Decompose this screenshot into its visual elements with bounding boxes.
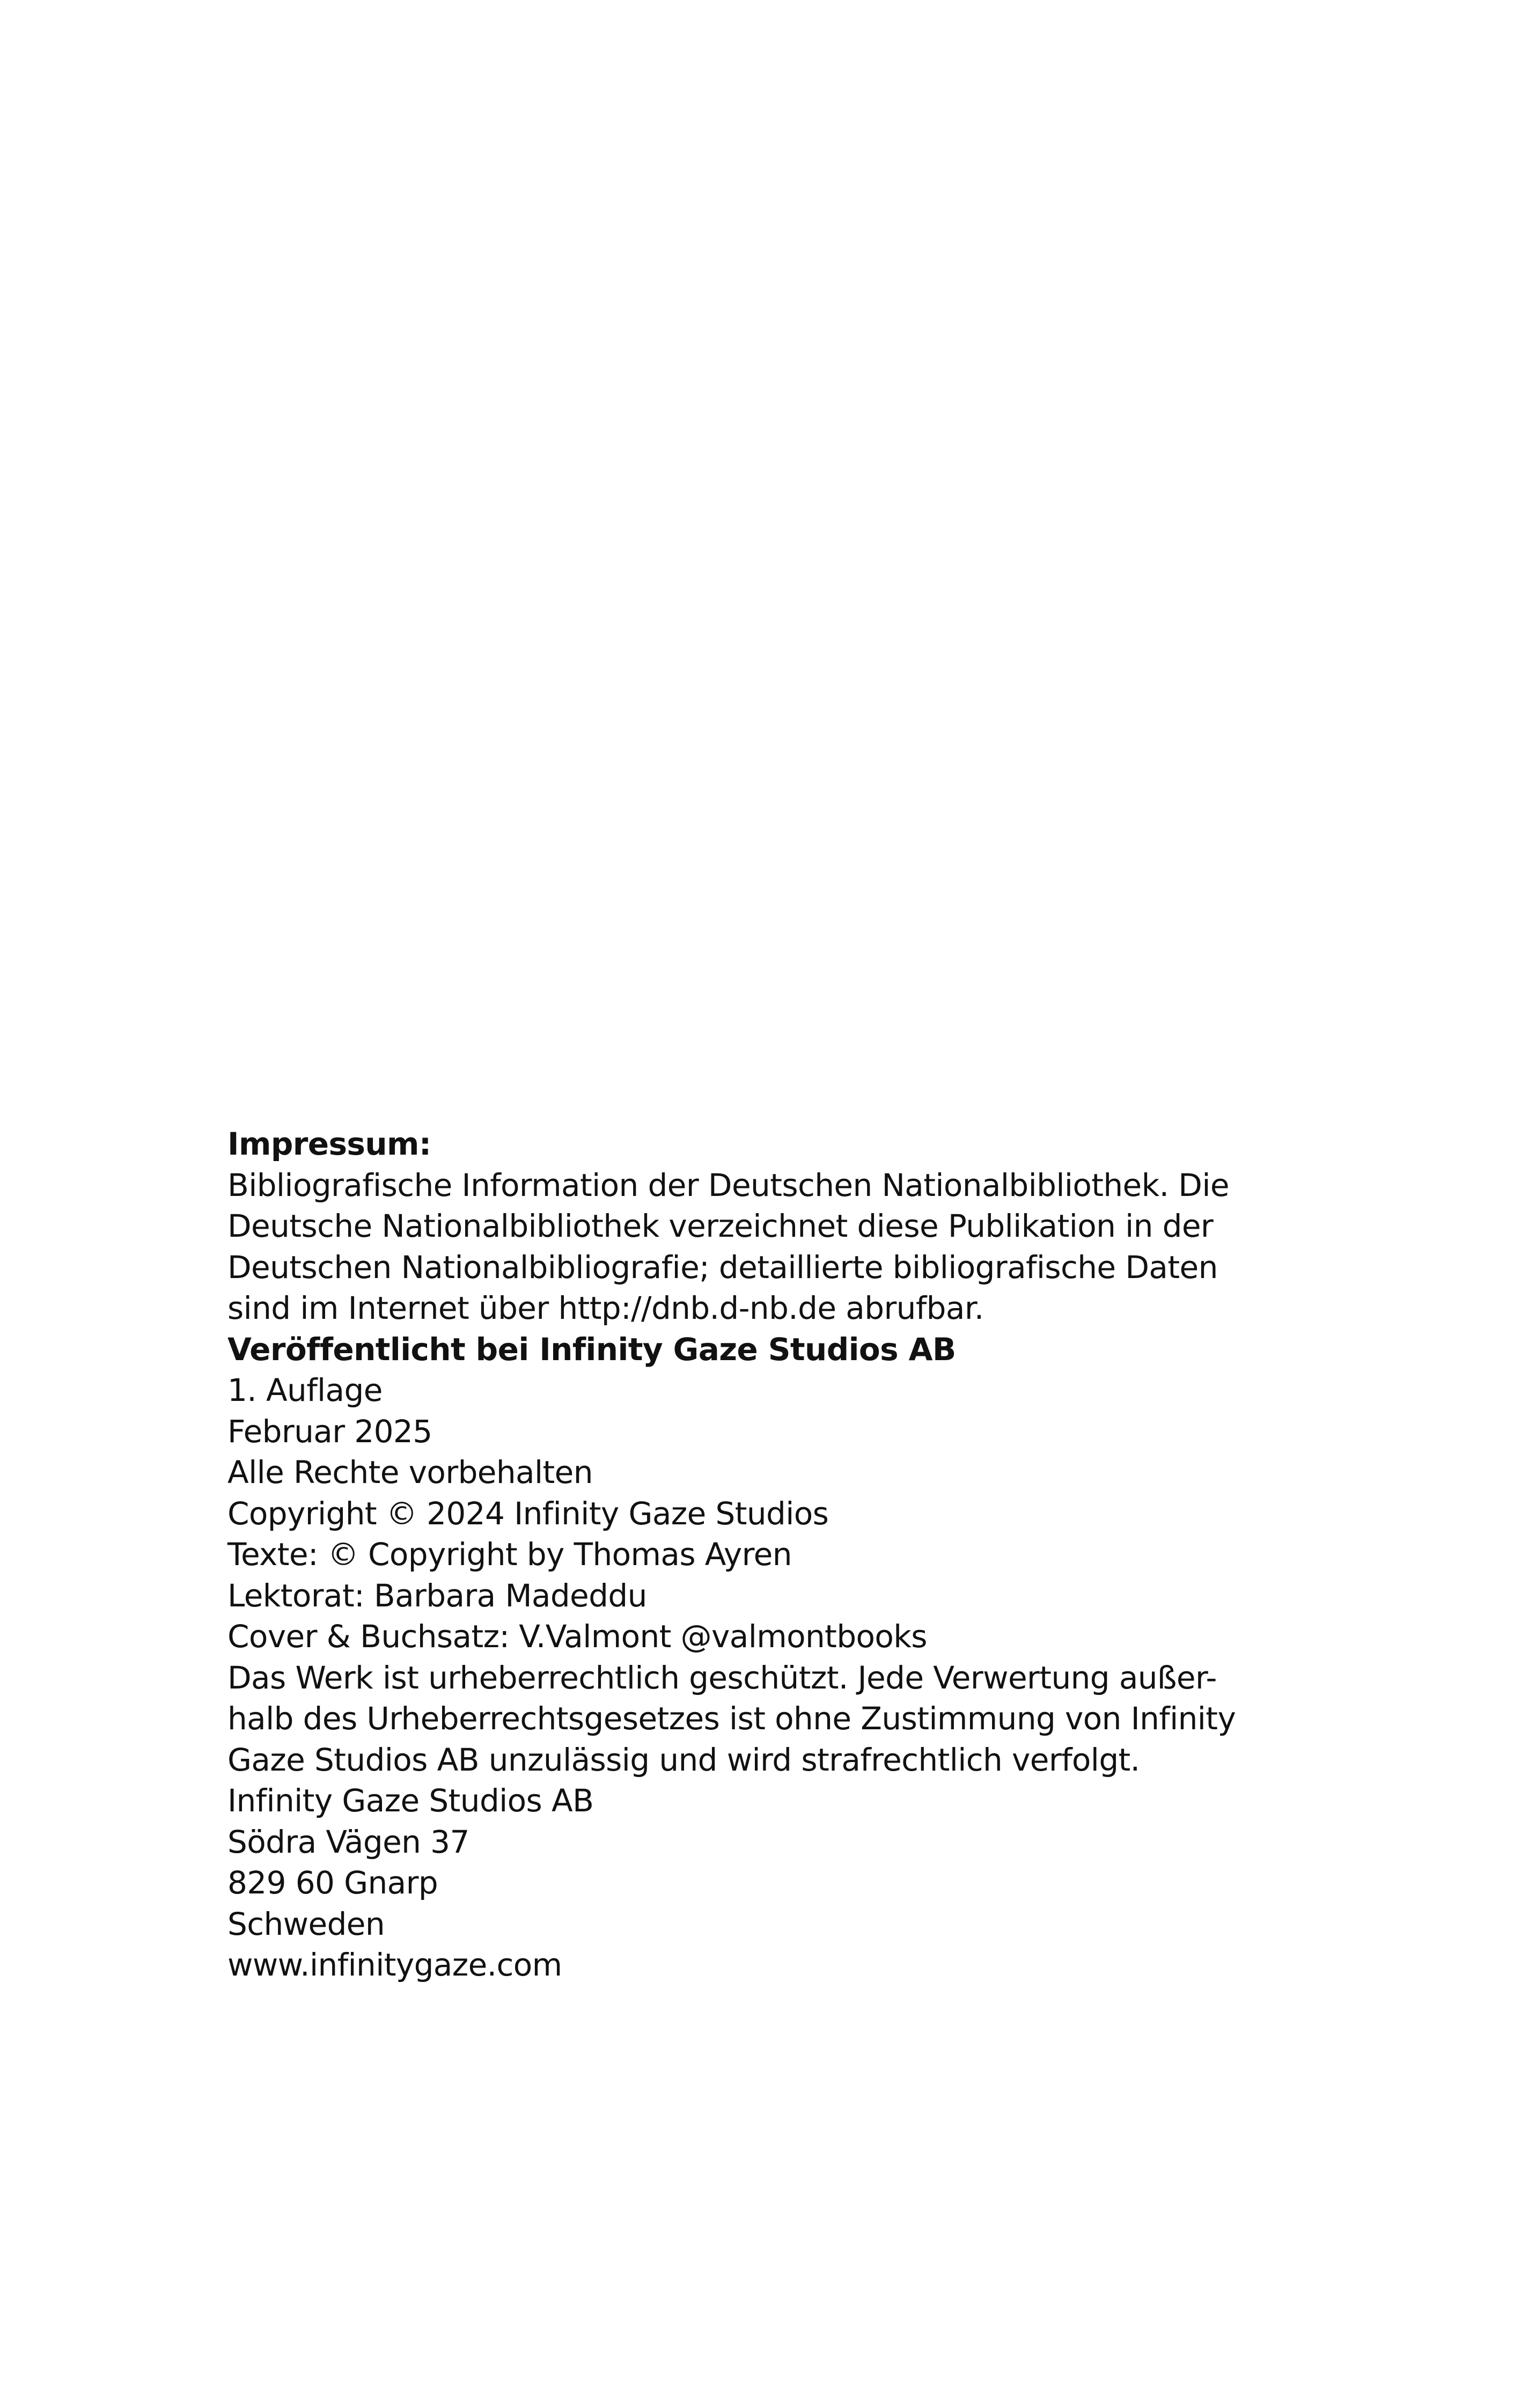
biblio-line: Deutsche Nationalbibliothek verzeichnet diese Publikation in der [227,1208,1214,1244]
imprint-heading: Impressum: [227,1126,431,1162]
texts-line: Texte: © Copyright by Thomas Ayren [227,1536,792,1573]
editing-line: Lektorat: Barbara Madeddu [227,1577,647,1614]
address-street: Södra Vägen 37 [227,1823,469,1860]
biblio-line: Deutschen Nationalbibliografie; detaillierte bibliografische Daten [227,1249,1218,1286]
website-text: www.infinitygaze.com [227,1947,562,1983]
rights-line: Alle Rechte vorbehalten [227,1454,593,1491]
edition-line: 1. Auflage [227,1372,383,1408]
legal-line: Das Werk ist urheberrechtlich geschützt. Jede Verwertung außer- [227,1659,1217,1696]
cover-line: Cover & Buchsatz: V.Valmont @valmontbooks [227,1618,927,1655]
date-line: Februar 2025 [227,1413,432,1450]
publisher-heading: Veröffentlicht bei Infinity Gaze Studios AB [227,1331,956,1368]
legal-line: Gaze Studios AB unzulässig und wird strafrechtlich verfolgt. [227,1741,1140,1778]
copyright-line: Copyright © 2024 Infinity Gaze Studios [227,1495,829,1532]
address-company: Infinity Gaze Studios AB [227,1782,594,1819]
address-city: 829 60 Gnarp [227,1864,438,1901]
legal-line: halb des Urheberrechtsgesetzes ist ohne Zustimmung von Infinity [227,1700,1236,1737]
imprint-block [227,1124,1317,1986]
biblio-line: sind im Internet über http://dnb.d-nb.de abrufbar. [227,1290,984,1326]
biblio-line: Bibliografische Information der Deutschen Nationalbibliothek. Die [227,1166,1229,1203]
address-country: Schweden [227,1905,385,1942]
